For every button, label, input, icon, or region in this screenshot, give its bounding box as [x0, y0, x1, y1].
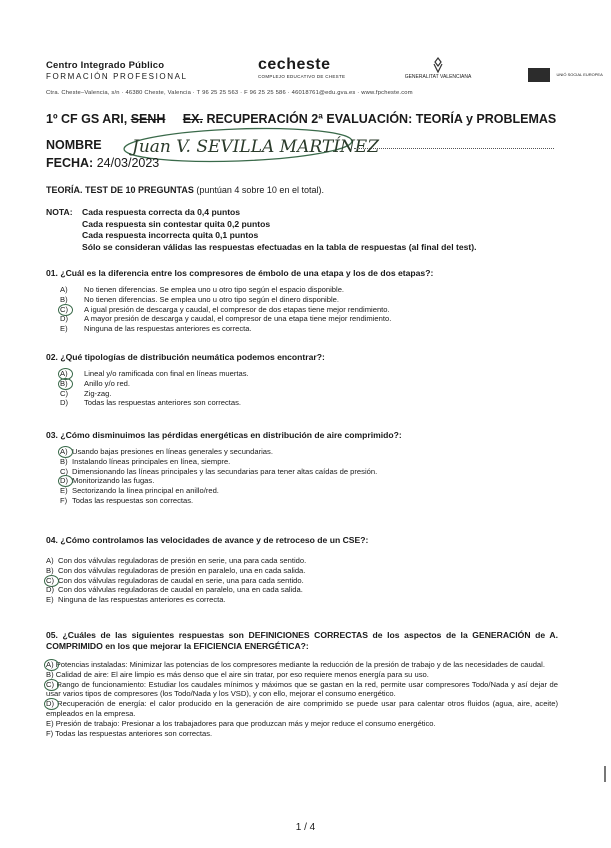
option-key: F): [60, 495, 68, 505]
question-2: [46, 352, 558, 408]
option-f[interactable]: [60, 496, 558, 506]
option-text: Recuperación de energía: el calor producido en la generación de aire comprimido se puede usar para calentar otros fluidos (agua, aire, aceite) empleados en la empresa.: [46, 699, 558, 718]
option-d[interactable]: [46, 585, 558, 595]
option-key: E): [46, 595, 54, 605]
exam-title: [46, 112, 556, 126]
contact-line: Ctra. Cheste–Valencia, s/n · 46380 Cheste, Valencia · T 96 25 25 563 · F 96 25 25 586 · 46018761@edu.gva.es · www.fpcheste.com: [46, 90, 413, 96]
option-key: A): [46, 660, 54, 669]
name-label: NOMBRE: [46, 138, 102, 152]
option-e[interactable]: [60, 324, 558, 334]
option-key: D): [46, 699, 55, 709]
org-line2: FORMACIÓN PROFESIONAL: [46, 72, 188, 81]
option-key: C): [60, 388, 69, 398]
answer-circle-icon: [44, 679, 59, 691]
option-text: Usando bajas presiones en líneas generales y secundarias.: [72, 447, 273, 456]
option-key: A): [60, 447, 68, 456]
option-text: Calidad de aire: El aire limpio es más denso que el aire sin tratar, por eso requiere menos energía para su uso.: [55, 669, 429, 679]
option-key: D): [60, 398, 69, 408]
option-key: B): [60, 378, 68, 388]
course-struck: SENH: [130, 112, 166, 126]
option-key: B): [60, 456, 68, 466]
option-text: Presión de trabajo: Presionar a los trabajadores para que produzcan más y mejor reduce el consumo energético.: [55, 718, 436, 728]
question-3: [46, 430, 558, 506]
option-key: B): [60, 294, 68, 304]
option-text: Ninguna de las respuestas anteriores es correcta.: [84, 324, 252, 334]
option-f[interactable]: [46, 729, 558, 739]
option-key: A): [46, 556, 54, 565]
option-b[interactable]: [60, 457, 558, 467]
option-a[interactable]: [60, 285, 558, 295]
option-a[interactable]: [60, 447, 558, 457]
option-text: Dimensionando las líneas principales y las secundarias para tener altas caídas de presión.: [72, 466, 378, 476]
option-key: E): [60, 324, 68, 334]
option-c[interactable]: [60, 305, 558, 315]
option-text: Todas las respuestas son correctas.: [72, 495, 194, 505]
nota-line: Cada respuesta sin contestar quita 0,2 puntos: [82, 218, 271, 229]
option-text: Zig-zag.: [84, 388, 112, 398]
option-key: D): [60, 476, 69, 486]
option-d[interactable]: [60, 398, 558, 408]
option-key: E): [46, 718, 54, 728]
option-d[interactable]: [60, 476, 558, 486]
grading-note: [46, 207, 477, 252]
option-text: Todas las respuestas anteriores son correctas.: [55, 728, 213, 738]
exam-name: RECUPERACIÓN 2ª EVALUACIÓN: TEORÍA y PROBLEMAS: [206, 112, 557, 126]
option-b[interactable]: [46, 566, 558, 576]
option-key: C): [60, 466, 69, 476]
option-a[interactable]: [60, 369, 558, 379]
option-key: D): [46, 585, 55, 595]
date-label: FECHA:: [46, 156, 94, 170]
question-text: 02. ¿Qué tipologías de distribución neumática podemos encontrar?:: [46, 352, 325, 362]
page-number: 1 / 4: [295, 822, 316, 833]
nota-line: Cada respuesta correcta da 0,4 puntos: [82, 207, 241, 217]
name-dotted-line: [354, 148, 554, 149]
question-text: 04. ¿Cómo controlamos las velocidades de avance y de retroceso de un CSE?:: [46, 535, 369, 545]
option-text: Potencias instaladas: Minimizar las potencias de los compresores mediante la reducción de la presión de trabajo y de las necesidades de caudal.: [55, 660, 545, 669]
question-5: [46, 630, 558, 738]
option-e[interactable]: [46, 719, 558, 729]
option-key: B): [46, 565, 54, 575]
option-key: C): [46, 575, 55, 585]
option-d[interactable]: [46, 699, 558, 719]
option-c[interactable]: [46, 680, 558, 700]
center-logo: [46, 60, 188, 81]
gv-text: GENERALITAT VALENCIANA: [404, 74, 472, 80]
question-text: 01. ¿Cuál es la diferencia entre los compresores de émbolo de una etapa y los de dos etapas?:: [46, 268, 434, 278]
eu-text: UNIÓ SOCIAL EUROPEA: [556, 71, 603, 77]
option-text: Monitorizando las fugas.: [72, 476, 155, 486]
option-c[interactable]: [60, 467, 558, 477]
option-text: A mayor presión de descarga y caudal, el compresor de una etapa tiene mejor rendimiento.: [84, 314, 392, 324]
test-heading: [46, 185, 324, 195]
cecheste-logo: [258, 56, 345, 79]
option-text: No tienen diferencias. Se emplea uno u otro tipo según el dinero disponible.: [84, 294, 339, 304]
option-text: Rango de funcionamiento: Estudiar los caudales mínimos y máximos que se gastan en la red, permite usar compresores Todo/Nada y así dejar de usar varios tipos de compresores (los Todo/Nada y los VSD), y con ello, mejorar el consumo energético.: [46, 679, 558, 699]
test-heading-rest: (puntúan 4 sobre 10 en el total).: [196, 185, 324, 195]
option-text: No tienen diferencias. Se emplea uno u otro tipo según el espacio disponible.: [84, 285, 345, 294]
gv-logo: [398, 58, 478, 80]
option-text: Con dos válvulas reguladoras de caudal en paralelo, una en cada salida.: [58, 585, 303, 595]
option-key: D): [60, 314, 69, 324]
option-key: B): [46, 669, 54, 679]
option-text: Con dos válvulas reguladoras de presión en serie, una para cada sentido.: [58, 556, 307, 565]
option-text: Con dos válvulas reguladoras de caudal en serie, una para cada sentido.: [58, 575, 304, 585]
option-text: Con dos válvulas reguladoras de presión en paralelo, una en cada salida.: [58, 565, 306, 575]
course: 1º CF GS ARI,: [46, 112, 128, 126]
option-b[interactable]: [60, 379, 558, 389]
option-text: Anillo y/o red.: [84, 378, 131, 388]
name-value: Juan V. SEVILLA MARTÍNEZ: [132, 137, 380, 157]
option-b[interactable]: [46, 670, 558, 680]
question-text: 03. ¿Cómo disminuimos las pérdidas energéticas en distribución de aire comprimido?:: [46, 430, 402, 440]
brand-text: cecheste: [258, 56, 331, 73]
date-row: [46, 156, 159, 170]
nota-label: NOTA:: [46, 207, 73, 217]
nota-line: Sólo se consideran válidas las respuestas efectuadas en la tabla de respuestas (al final del test).: [82, 241, 477, 252]
margin-mark: [604, 766, 606, 782]
option-text: Ninguna de las respuestas anteriores es correcta.: [58, 595, 226, 605]
question-4: [46, 535, 558, 605]
option-a[interactable]: [46, 556, 558, 566]
option-e[interactable]: [60, 486, 558, 496]
nota-line: Cada respuesta incorrecta quita 0,1 puntos: [82, 230, 259, 240]
option-key: E): [60, 486, 68, 496]
exam-struck: EX.: [182, 112, 203, 126]
question-1: [46, 268, 558, 334]
option-a[interactable]: [46, 660, 558, 670]
eu-logo: [528, 66, 603, 84]
eu-flag-icon: [528, 68, 550, 82]
option-text: Todas las respuestas anteriores son correctas.: [84, 398, 242, 408]
option-e[interactable]: [46, 595, 558, 605]
option-c[interactable]: [60, 389, 558, 399]
option-key: C): [60, 304, 69, 314]
option-key: F): [46, 728, 54, 738]
gv-crest-icon: [430, 58, 446, 72]
option-key: A): [60, 369, 68, 378]
test-heading-main: TEORÍA. TEST DE 10 PREGUNTAS: [46, 185, 194, 195]
option-c[interactable]: [46, 576, 558, 586]
option-d[interactable]: [60, 314, 558, 324]
brand-sub: COMPLEJO EDUCATIVO DE CHESTE: [258, 74, 346, 79]
question-text: 05. ¿Cuáles de las siguientes respuestas son DEFINICIONES CORRECTAS de los aspectos de la GENERACIÓN de A. COMPRIMIDO en los que mejorar la EFICIENCIA ENERGÉTICA?:: [46, 630, 558, 651]
option-key: C): [46, 679, 55, 689]
org-line1: Centro Integrado Público: [46, 60, 165, 71]
date-value: 24/03/2023: [96, 156, 160, 170]
option-text: Instalando líneas principales en línea, siempre.: [72, 456, 231, 466]
option-text: Sectorizando la línea principal en anillo/red.: [72, 486, 219, 496]
option-key: A): [60, 285, 68, 294]
option-b[interactable]: [60, 295, 558, 305]
option-text: A igual presión de descarga y caudal, el compresor de dos etapas tiene mejor rendimiento.: [84, 304, 390, 314]
option-text: Lineal y/o ramificada con final en líneas muertas.: [84, 369, 249, 378]
